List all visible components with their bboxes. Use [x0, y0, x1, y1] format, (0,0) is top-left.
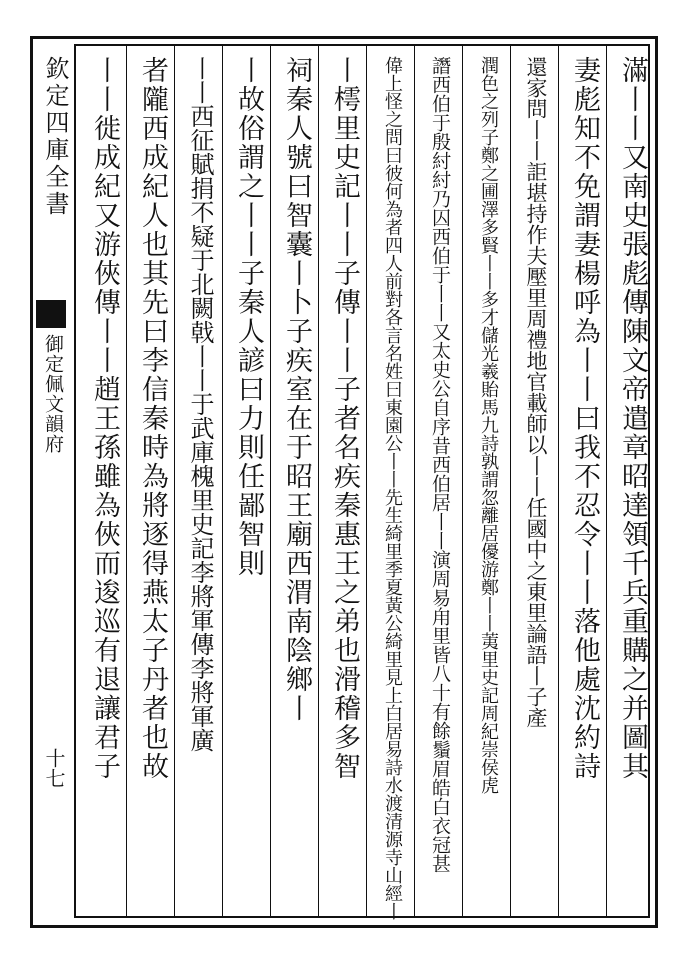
text-column-6: 偉上怪之問曰彼何為者四人前對各言名姓曰東園公丨丨先生綺里季夏黃公綺里見上白居易詩水渡清源寺山經丨 [382, 56, 403, 920]
column-rule [222, 46, 223, 916]
column-rule [366, 46, 367, 916]
black-fishtail-mark [36, 300, 66, 328]
column-rule [462, 46, 463, 916]
column-rule [174, 46, 175, 916]
column-rule [510, 46, 511, 916]
column-rule [318, 46, 319, 916]
column-rule [558, 46, 559, 916]
text-column-4: 潤色之列子鄭之圃澤多賢丨丨多才儲光羲貽馬九詩孰謂忽離居優游鄭丨丨荑里史記周紀崇侯虎 [478, 56, 499, 794]
text-column-3: 還家問丨丨詎堪持作夫壓里周禮地官載師以丨丨任國中之東里論語丨子產 [524, 56, 548, 728]
page-margin [34, 56, 70, 916]
text-column-11: 者隴西成紀人也其先曰李信秦時為將逐得燕太子丹者也故 [137, 56, 168, 781]
text-column-7: 丨樗里史記丨丨子傳丨丨子者名疾秦惠王之弟也滑稽多智 [329, 56, 360, 781]
text-column-10: 丨丨西征賦捐不疑于北闕戟丨丨于武庫槐里史記李將軍傳李將軍廣 [186, 56, 214, 752]
text-column-1: 滿丨丨又南史張彪傳陳文帝遣章昭達領千兵重購之并圖其 [617, 56, 648, 781]
book-title: 欽定四庫全書 [41, 56, 69, 218]
text-column-2: 妻彪知不免謂妻楊呼為丨丨曰我不忍令丨丨落他處沈約詩 [569, 56, 600, 781]
page-number: 十七 [42, 748, 66, 788]
text-column-12: 丨丨徙成紀又游俠傳丨丨趙王孫雖為俠而逡巡有退讓君子 [89, 56, 120, 781]
text-column-9: 丨故俗謂之丨丨子秦人諺曰力則任鄙智則 [233, 56, 264, 578]
column-rule [606, 46, 607, 916]
column-rule [270, 46, 271, 916]
book-subtitle: 御定佩文韻府 [42, 334, 64, 454]
text-column-8: 祠秦人號曰智囊丨卜子疾室在于昭王廟西渭南陰鄉丨 [281, 56, 312, 723]
column-rule [414, 46, 415, 916]
column-rule [126, 46, 127, 916]
text-column-5: 譖西伯于殷紂紂乃囚西伯于丨丨又太史公自序昔西伯居丨丨演周易甪里皆八十有餘鬚眉皓白衣冠甚 [429, 56, 451, 873]
